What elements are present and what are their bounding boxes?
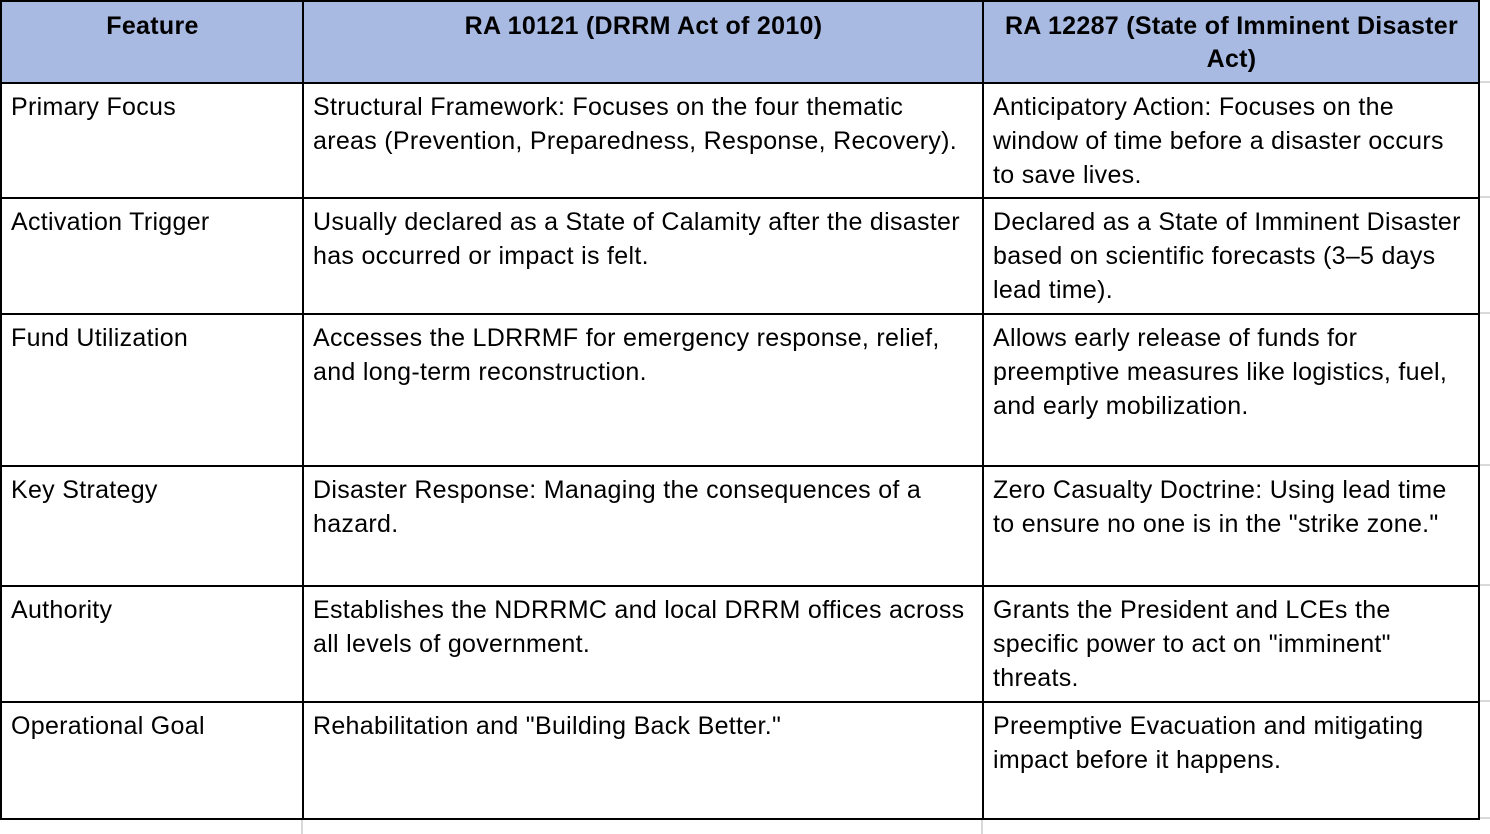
column-header-feature: Feature — [1, 1, 303, 83]
gridline — [1480, 312, 1490, 314]
ra12287-cell: Zero Casualty Doctrine: Using lead time to ensure no one is in the "strike zone." — [983, 466, 1479, 586]
table-header — [1, 1, 1479, 83]
table-row — [1, 83, 1479, 198]
table-row — [1, 702, 1479, 819]
table-row — [1, 198, 1479, 314]
gridline — [981, 820, 983, 834]
gridline — [1480, 196, 1490, 198]
feature-cell: Activation Trigger — [1, 198, 303, 314]
ra10121-cell: Usually declared as a State of Calamity after the disaster has occurred or impact is felt. — [303, 198, 983, 314]
gridline — [1480, 700, 1490, 702]
table-body — [1, 83, 1479, 819]
feature-cell: Authority — [1, 586, 303, 702]
gridline — [301, 820, 303, 834]
feature-cell: Primary Focus — [1, 83, 303, 198]
ra12287-cell: Grants the President and LCEs the specific power to act on "imminent" threats. — [983, 586, 1479, 702]
ra10121-cell: Rehabilitation and "Building Back Better." — [303, 702, 983, 819]
ra12287-cell: Preemptive Evacuation and mitigating impact before it happens. — [983, 702, 1479, 819]
column-header-ra12287: RA 12287 (State of Imminent Disaster Act) — [983, 1, 1479, 83]
ra12287-cell: Anticipatory Action: Focuses on the window of time before a disaster occurs to save lives. — [983, 83, 1479, 198]
header-row — [1, 1, 1479, 83]
feature-cell: Operational Goal — [1, 702, 303, 819]
table-row — [1, 466, 1479, 586]
ra10121-cell: Structural Framework: Focuses on the four thematic areas (Prevention, Preparedness, Response, Recovery). — [303, 83, 983, 198]
gridline — [1480, 584, 1490, 586]
ra10121-cell: Accesses the LDRRMF for emergency response, relief, and long-term reconstruction. — [303, 314, 983, 466]
feature-cell: Fund Utilization — [1, 314, 303, 466]
table-row — [1, 314, 1479, 466]
ra12287-cell: Declared as a State of Imminent Disaster based on scientific forecasts (3–5 days lead time). — [983, 198, 1479, 314]
gridline — [1480, 81, 1490, 83]
ra12287-cell: Allows early release of funds for preemptive measures like logistics, fuel, and early mobilization. — [983, 314, 1479, 466]
table-row — [1, 586, 1479, 702]
gridline — [1480, 817, 1490, 819]
gridline — [1480, 464, 1490, 466]
ra10121-cell: Disaster Response: Managing the consequences of a hazard. — [303, 466, 983, 586]
column-header-ra10121: RA 10121 (DRRM Act of 2010) — [303, 1, 983, 83]
ra10121-cell: Establishes the NDRRMC and local DRRM offices across all levels of government. — [303, 586, 983, 702]
feature-cell: Key Strategy — [1, 466, 303, 586]
